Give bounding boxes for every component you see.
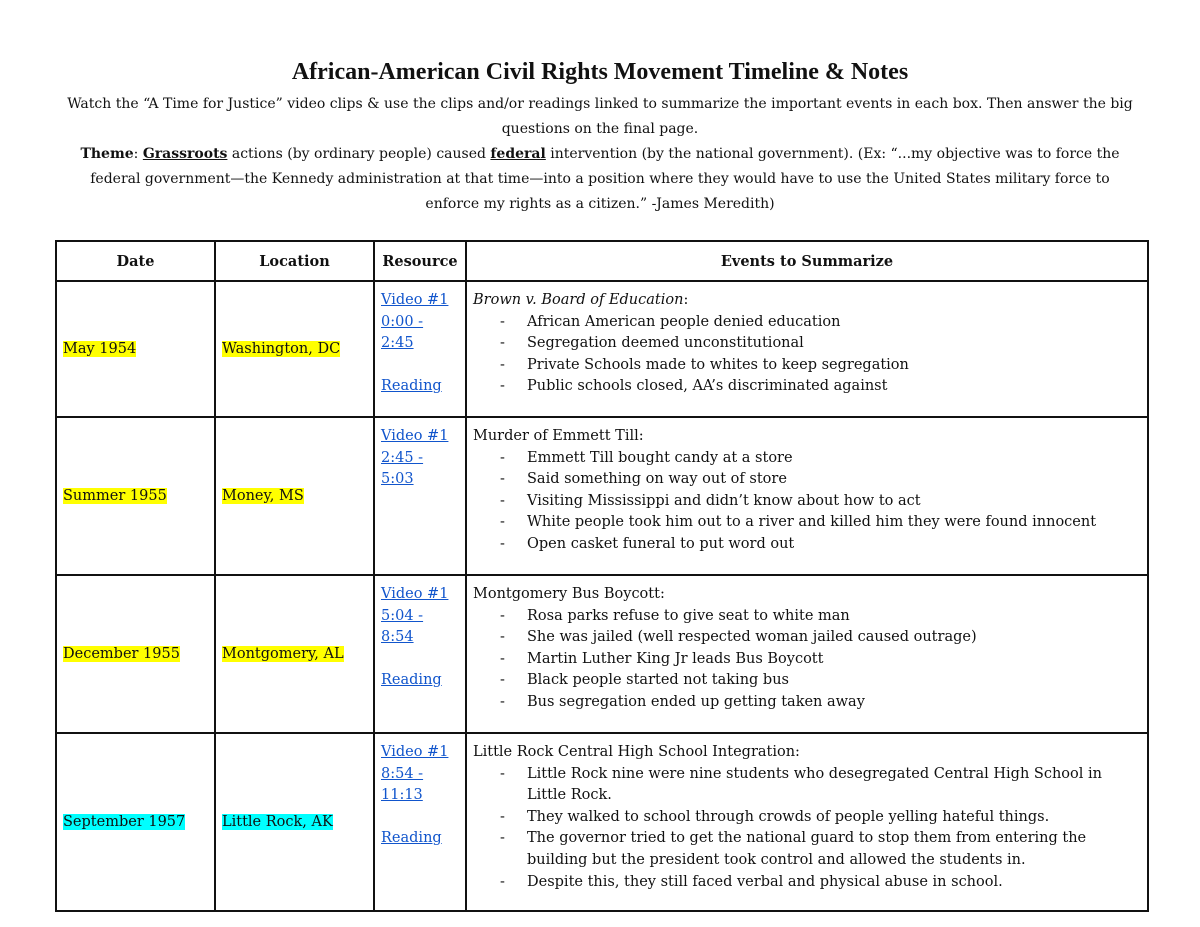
timeline-table: [55, 240, 1149, 912]
list-item: - Public schools closed, AA’s discriminated against: [473, 376, 1141, 398]
theme-label: Theme: [80, 146, 134, 162]
event-bullets: [473, 448, 1141, 556]
location-cell: [215, 733, 374, 911]
date-text: September 1957: [63, 814, 186, 830]
date-cell: [56, 733, 215, 911]
date-text: December 1955: [63, 646, 180, 662]
video-link[interactable]: Video #1 2:45 - 5:03: [381, 428, 449, 488]
location-text: Money, MS: [222, 488, 304, 504]
event-bullets: [473, 764, 1141, 894]
list-item: - Private Schools made to whites to keep segregation: [473, 355, 1141, 377]
events-cell: [466, 417, 1148, 575]
theme-keyword-grassroots: Grassroots: [142, 146, 228, 162]
location-text: Washington, DC: [222, 341, 341, 357]
event-bullets: [473, 312, 1141, 398]
event-bullets: [473, 606, 1141, 714]
video-link[interactable]: Video #1 8:54 - 11:13: [381, 744, 449, 804]
table-row: [56, 575, 1148, 733]
location-text: Little Rock, AK: [222, 814, 333, 830]
events-cell: [466, 733, 1148, 911]
date-cell: [56, 417, 215, 575]
header-resource: Resource: [374, 241, 466, 281]
list-item: - Martin Luther King Jr leads Bus Boycott: [473, 649, 1141, 671]
events-cell: [466, 575, 1148, 733]
list-item: - The governor tried to get the national guard to stop them from entering the building but the president took control and allowed the students in.: [473, 828, 1141, 871]
list-item: - Open casket funeral to put word out: [473, 534, 1141, 556]
event-title: Brown v. Board of Education:: [473, 292, 689, 308]
date-cell: [56, 575, 215, 733]
event-title: Murder of Emmett Till:: [473, 428, 644, 444]
date-cell: [56, 281, 215, 417]
table-row: [56, 281, 1148, 417]
theme-keyword-federal: federal: [490, 146, 546, 162]
theme-text-2: intervention (by the national government). (Ex: “...my objective was to force the federal government—the Kennedy administration at that time—into a position where they would have to use the United States military force to enforce my rights as a citizen.” -James Meredith): [90, 146, 1120, 212]
list-item: - White people took him out to a river and killed him they were found innocent: [473, 512, 1141, 534]
resource-cell: [374, 575, 466, 733]
list-item: - She was jailed (well respected woman jailed caused outrage): [473, 627, 1141, 649]
resource-cell: [374, 733, 466, 911]
reading-link[interactable]: Reading: [381, 378, 442, 395]
list-item: - Despite this, they still faced verbal and physical abuse in school.: [473, 872, 1141, 894]
event-title: Montgomery Bus Boycott:: [473, 586, 665, 602]
header-location: Location: [215, 241, 374, 281]
location-cell: [215, 281, 374, 417]
list-item: - Rosa parks refuse to give seat to white man: [473, 606, 1141, 628]
document-title: African-American Civil Rights Movement Timeline & Notes: [291, 59, 909, 85]
header-date: Date: [56, 241, 215, 281]
instructions-text: Watch the “A Time for Justice” video clips & use the clips and/or readings linked to summarize the important events in each box. Then answer the big questions on the final page.: [67, 96, 1133, 137]
intro-block: [62, 92, 1138, 217]
list-item: - They walked to school through crowds of people yelling hateful things.: [473, 807, 1141, 829]
reading-link[interactable]: Reading: [381, 830, 442, 847]
table-row: [56, 733, 1148, 911]
location-text: Montgomery, AL: [222, 646, 344, 662]
video-link[interactable]: Video #1 0:00 - 2:45: [381, 292, 449, 352]
theme-text-1: actions (by ordinary people) caused: [227, 146, 491, 162]
list-item: - Said something on way out of store: [473, 469, 1141, 491]
theme-paragraph: Theme: Grassroots actions (by ordinary people) caused federal intervention (by the national government). (Ex: “...my objective was to force the federal government—the Kennedy administration at that time—into a position where they would have to use the United States military force to enforce my rights as a citizen.” -James Meredith): [80, 146, 1120, 212]
event-title: Little Rock Central High School Integration:: [473, 744, 800, 760]
reading-link[interactable]: Reading: [381, 672, 442, 689]
list-item: - Visiting Mississippi and didn’t know about how to act: [473, 491, 1141, 513]
header-events: Events to Summarize: [466, 241, 1148, 281]
resource-cell: [374, 281, 466, 417]
events-cell: [466, 281, 1148, 417]
video-link[interactable]: Video #1 5:04 - 8:54: [381, 586, 449, 646]
list-item: - African American people denied education: [473, 312, 1141, 334]
location-cell: [215, 417, 374, 575]
list-item: - Bus segregation ended up getting taken away: [473, 692, 1141, 714]
table-header-row: [56, 241, 1148, 281]
location-cell: [215, 575, 374, 733]
list-item: - Emmett Till bought candy at a store: [473, 448, 1141, 470]
list-item: - Segregation deemed unconstitutional: [473, 333, 1141, 355]
resource-cell: [374, 417, 466, 575]
table-row: [56, 417, 1148, 575]
list-item: - Little Rock nine were nine students who desegregated Central High School in Little Rock.: [473, 764, 1141, 807]
date-text: Summer 1955: [63, 488, 167, 504]
date-text: May 1954: [63, 341, 137, 357]
list-item: - Black people started not taking bus: [473, 670, 1141, 692]
